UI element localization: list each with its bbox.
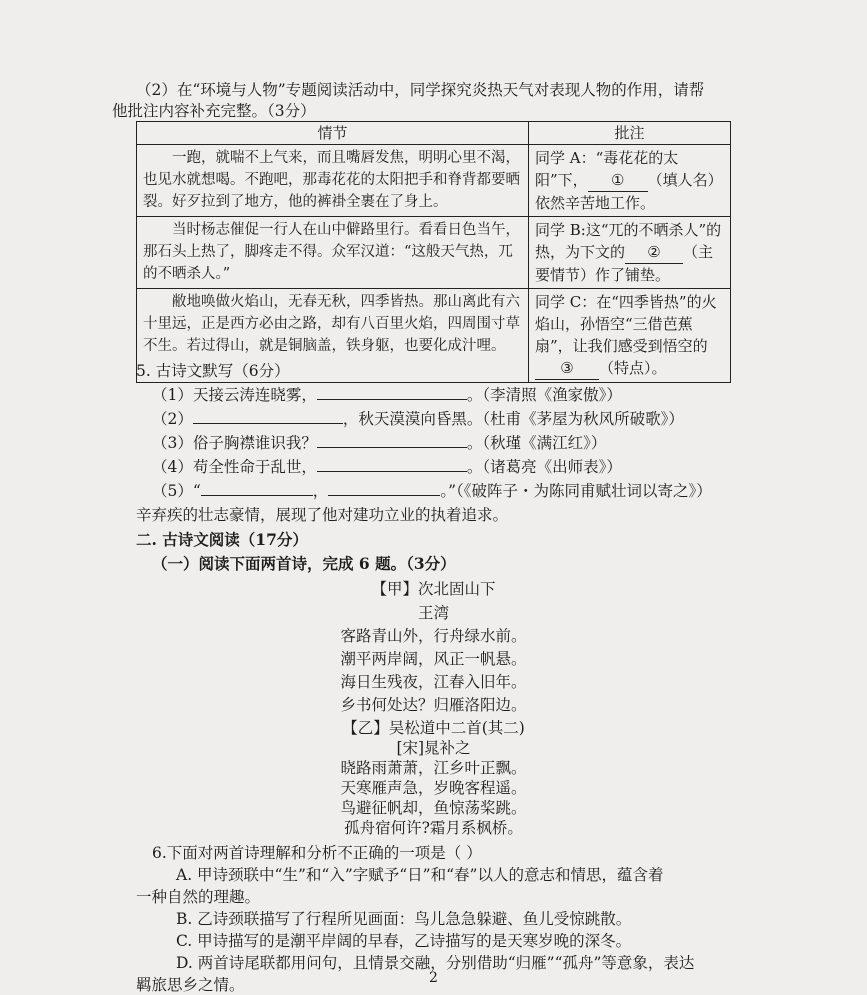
q5-item-text: 。（诸葛亮《出师表》） (466, 458, 622, 476)
q5-item-text: 。（李清照《渔家傲》） (466, 386, 622, 404)
plot-cell: 敝地唤做火焰山，无春无秋，四季皆热。那山离此有六十里远，正是西方必由之路，却有八百里火焰，四周围寸草不生。若过得山，就是铜脑盖，铁身躯，也要化成汁哩。 (137, 289, 529, 383)
note-cell (529, 289, 731, 383)
answer-blank[interactable]: ② (625, 241, 683, 264)
note-cell (529, 145, 731, 217)
q5-item-text: ， (312, 482, 329, 500)
note-text: 同学 A：“毒花花的太阳”下， (535, 149, 679, 189)
q4-2-prompt-line2: 他批注内容补充完整。（3分） (112, 102, 316, 120)
answer-blank[interactable] (317, 399, 467, 400)
poem-a-line: 潮平两岸阔，风正一帆悬。 (340, 650, 527, 668)
page-number: 2 (429, 970, 438, 986)
q6-stem: 6.下面对两首诗理解和分析不正确的一项是（ ） (152, 844, 482, 862)
table-header-note: 批注 (529, 122, 731, 145)
poem-b-author: [宋]晁补之 (396, 739, 471, 757)
section2-title: 二. 古诗文阅读（17分） (136, 530, 308, 549)
note-text: （特点）。 (599, 359, 667, 377)
poem-a-title: 【甲】次北固山下 (371, 580, 496, 598)
q5-tail: 辛弃疾的壮志豪情，展现了他对建功立业的执着追求。 (136, 506, 509, 524)
poem-b-line: 晓路雨萧萧，江乡叶正飘。 (340, 759, 527, 777)
poem-b-line: 孤舟宿何许?霜月系枫桥。 (344, 819, 523, 837)
answer-blank[interactable]: ① (588, 169, 648, 192)
q6-option-c: C. 甲诗描写的是潮平岸阔的早春，乙诗描写的是天寒岁晚的深冬。 (176, 932, 632, 950)
q5-item-text: （2） (152, 410, 193, 428)
q5-title: 5. 古诗文默写（6分） (136, 362, 290, 380)
poem-a-author: 王湾 (417, 604, 449, 622)
table-header-plot: 情节 (137, 122, 529, 145)
q5-item-text: （5）“ (152, 482, 201, 500)
q6-option-a-cont: 一种自然的理趣。 (136, 888, 261, 906)
q5-item-5 (152, 481, 712, 501)
note-cell (529, 217, 731, 289)
section2-subtitle: （一）阅读下面两首诗，完成 6 题。（3分） (152, 554, 456, 573)
q5-item-4 (152, 457, 622, 477)
plot-cell: 当时杨志催促一行人在山中僻路里行。看看日色当午，那石头上热了，脚疼走不得。众军汉道：“这般天气热，兀的不晒杀人。” (137, 217, 529, 289)
poem-b-title: 【乙】吴松道中二首(其二) (342, 719, 525, 737)
annotation-table (136, 121, 731, 383)
note-text: 同学 B:这“兀的不晒杀人”的热，为下文的 (535, 221, 722, 261)
note-text: 同学 C：在“四季皆热”的火焰山，孙悟空“三借芭蕉扇”，让我们感受到悟空的 (535, 293, 717, 355)
q5-item-text: 。”（《破阵子・为陈同甫赋壮词以寄之》） (440, 482, 712, 500)
q5-item-text: （3）俗子胸襟谁识我？ (152, 434, 317, 452)
answer-blank[interactable] (317, 447, 467, 448)
answer-blank[interactable] (317, 471, 467, 472)
q5-item-3 (152, 433, 606, 453)
poem-a-line: 海日生残夜，江春入旧年。 (340, 673, 527, 691)
poem-a-line: 客路青山外，行舟绿水前。 (340, 627, 527, 645)
table-row (137, 217, 731, 289)
table-row (137, 145, 731, 217)
plot-cell: 一跑，就喘不上气来，而且嘴唇发焦，明明心里不渴，也见水就想喝。不跑吧，那毒花花的太阳把手和脊背都要晒裂。好歹拉到了地方，他的裤褂全裹在了身上。 (137, 145, 529, 217)
q5-item-2 (152, 409, 684, 429)
q5-item-text: 。（秋瑾《满江红》） (466, 434, 607, 452)
q6-option-a: A. 甲诗颈联中“生”和“入”字赋予“日”和“春”以人的意志和情思，蕴含着 (176, 866, 664, 884)
q5-item-text: （4）苟全性命于乱世， (152, 458, 317, 476)
q5-item-text: ，秋天漠漠向昏黑。（杜甫《茅屋为秋风所破歌》） (342, 410, 684, 428)
answer-blank[interactable]: ③ (535, 357, 599, 380)
q4-2-prompt-line1: （2）在“环境与人物”专题阅读活动中，同学探究炎热天气对表现人物的作用，请帮 (136, 81, 705, 99)
poem-b-line: 鸟避征帆却，鱼惊荡桨跳。 (340, 799, 527, 817)
note-text: （填人名）依然辛苦地工作。 (535, 171, 723, 212)
answer-blank[interactable] (328, 495, 440, 496)
poem-b-line: 天寒雁声急，岁晚客程遥。 (340, 779, 527, 797)
q6-option-d-cont: 羁旅思乡之情。 (136, 976, 245, 994)
q6-option-d: D. 两首诗尾联都用问句，且情景交融，分别借助“归雁”“孤舟”等意象，表达 (176, 954, 695, 972)
poem-a-line: 乡书何处达？归雁洛阳边。 (340, 696, 527, 714)
q6-option-b: B. 乙诗颈联描写了行程所见画面：鸟儿急急躲避、鱼儿受惊跳散。 (176, 910, 632, 928)
q5-item-1 (152, 385, 622, 405)
answer-blank[interactable] (193, 423, 343, 424)
q5-item-text: （1）天接云涛连晓雾， (152, 386, 317, 404)
answer-blank[interactable] (201, 495, 313, 496)
note-text: （主要情节）作了铺垫。 (535, 243, 714, 284)
